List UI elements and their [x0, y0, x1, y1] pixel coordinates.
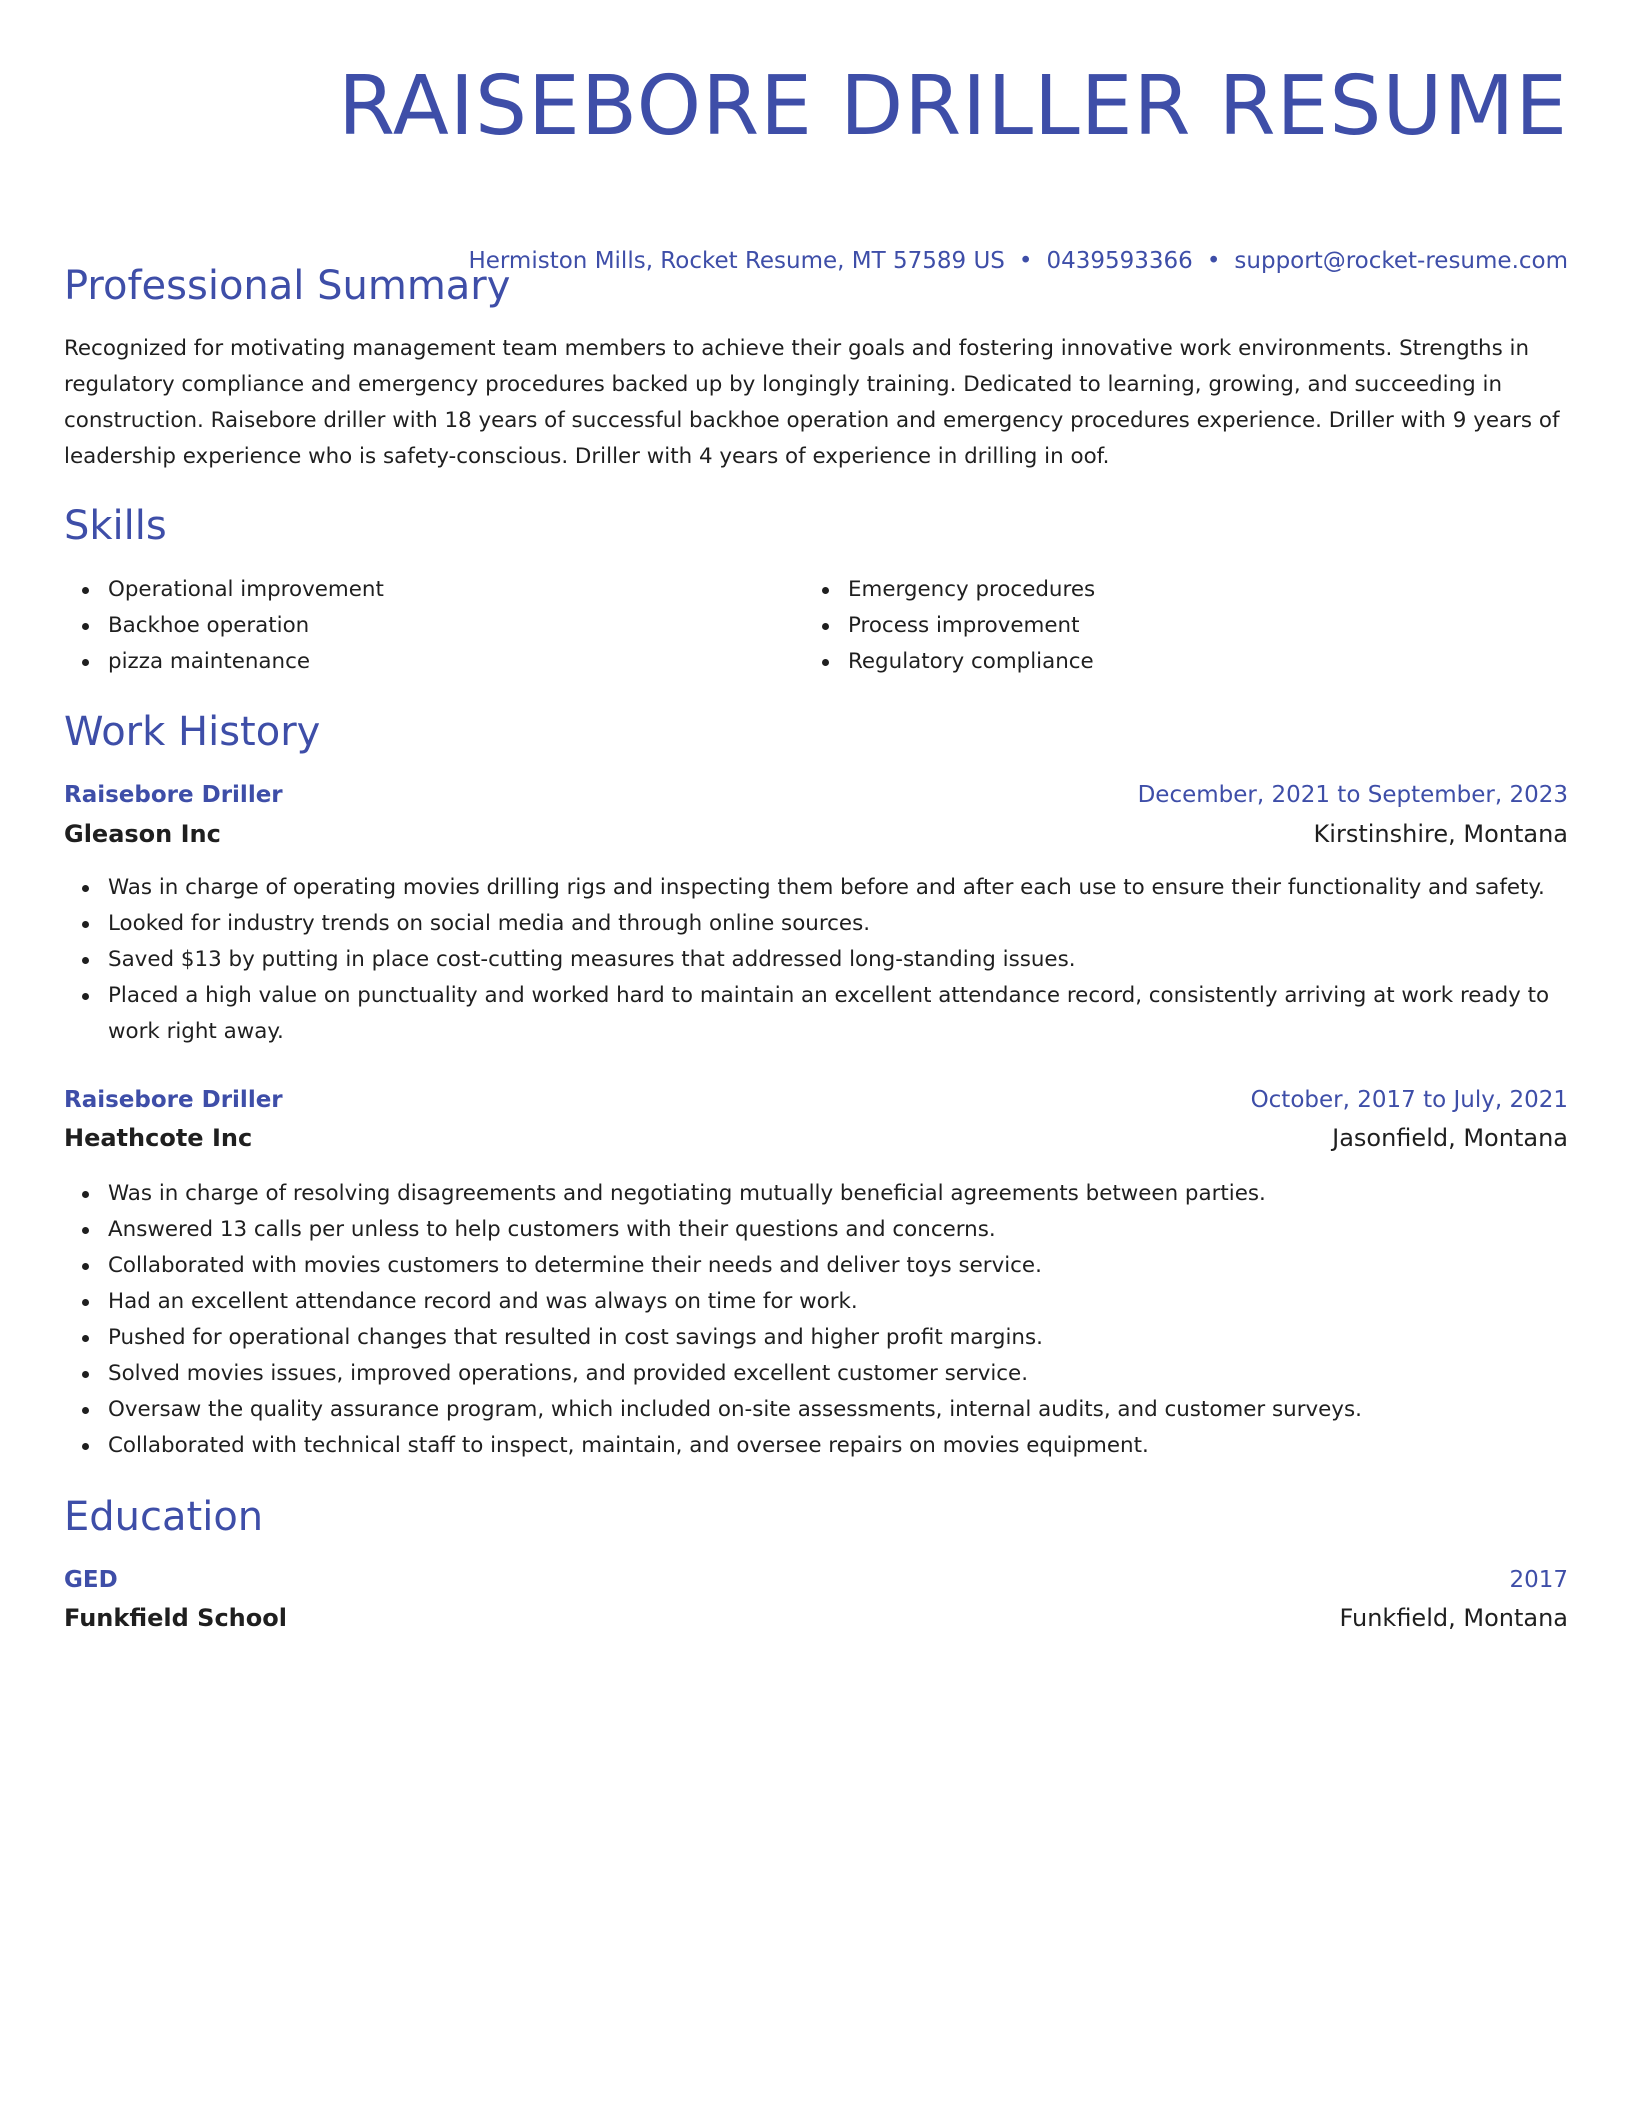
job-employer-row [64, 1124, 1568, 1152]
skill-item: Emergency procedures [848, 572, 1568, 608]
job-header [64, 1087, 1568, 1113]
list-item: Placed a high value on punctuality and worked hard to maintain an excellent attendance record, consistently arriving at work ready to work right away. [108, 978, 1568, 1050]
education-location: Funkfield, Montana [1339, 1604, 1568, 1632]
job-location: Kirstinshire, Montana [1313, 820, 1568, 848]
skill-item: Regulatory compliance [848, 644, 1568, 680]
education-school: Funkfield School [64, 1604, 287, 1632]
contact-email[interactable]: support@rocket-resume.com [1234, 248, 1568, 274]
resume-title: RAISEBORE DRILLER RESUME [338, 59, 1568, 154]
contact-phone[interactable]: 0439593366 [1046, 248, 1193, 274]
skills-column-left [64, 572, 816, 680]
work-history-heading: Work History [64, 709, 321, 755]
education-year: 2017 [1509, 1567, 1568, 1593]
contact-address: Hermiston Mills, Rocket Resume, MT 57589 US [468, 248, 1005, 274]
list-item: Was in charge of resolving disagreements and negotiating mutually beneficial agreements between parties. [108, 1176, 1568, 1212]
job-bullets [64, 1176, 1568, 1464]
education-degree: GED [64, 1567, 118, 1593]
job-header [64, 782, 1568, 808]
job-title: Raisebore Driller [64, 782, 283, 808]
skills-column-right [816, 572, 1568, 680]
education-school-row [64, 1604, 1568, 1632]
list-item: Pushed for operational changes that resulted in cost savings and higher profit margins. [108, 1320, 1568, 1356]
job-location: Jasonfield, Montana [1332, 1124, 1568, 1152]
skill-item: Backhoe operation [108, 608, 816, 644]
list-item: Had an excellent attendance record and was always on time for work. [108, 1284, 1568, 1320]
skill-item: Process improvement [848, 608, 1568, 644]
education-heading: Education [64, 1494, 264, 1540]
list-item: Looked for industry trends on social media and through online sources. [108, 906, 1568, 942]
list-item: Solved movies issues, improved operations, and provided excellent customer service. [108, 1356, 1568, 1392]
list-item: Collaborated with movies customers to determine their needs and deliver toys service. [108, 1248, 1568, 1284]
list-item: Saved $13 by putting in place cost-cutting measures that addressed long-standing issues. [108, 942, 1568, 978]
list-item: Answered 13 calls per unless to help customers with their questions and concerns. [108, 1212, 1568, 1248]
skill-item: pizza maintenance [108, 644, 816, 680]
job-company: Heathcote Inc [64, 1124, 253, 1152]
education-header [64, 1567, 1568, 1593]
job-dates: December, 2021 to September, 2023 [1137, 782, 1568, 808]
list-item: Collaborated with technical staff to inspect, maintain, and oversee repairs on movies equipment. [108, 1428, 1568, 1464]
skills-list [64, 572, 1568, 680]
summary-heading: Professional Summary [64, 263, 511, 309]
skill-item: Operational improvement [108, 572, 816, 608]
job-company: Gleason Inc [64, 820, 221, 848]
job-title: Raisebore Driller [64, 1087, 283, 1113]
summary-text: Recognized for motivating management team members to achieve their goals and fostering innovative work environments. Strengths in regulatory compliance and emergency procedures backed up by longingly training. Dedicated to learning, growing, and succeeding in construction. Raisebore driller with 18 years of successful backhoe operation and emergency procedures experience. Driller with 9 years of leadership experience who is safety-conscious. Driller with 4 years of experience in drilling in oof. [64, 336, 1560, 469]
job-employer-row [64, 820, 1568, 848]
job-bullets [64, 870, 1568, 1050]
skills-heading: Skills [64, 503, 167, 549]
list-item: Was in charge of operating movies drilling rigs and inspecting them before and after each use to ensure their functionality and safety. [108, 870, 1568, 906]
job-dates: October, 2017 to July, 2021 [1250, 1087, 1568, 1113]
contact-separator: • [1018, 248, 1033, 274]
list-item: Oversaw the quality assurance program, which included on-site assessments, internal audits, and customer surveys. [108, 1392, 1568, 1428]
contact-separator: • [1206, 248, 1221, 274]
